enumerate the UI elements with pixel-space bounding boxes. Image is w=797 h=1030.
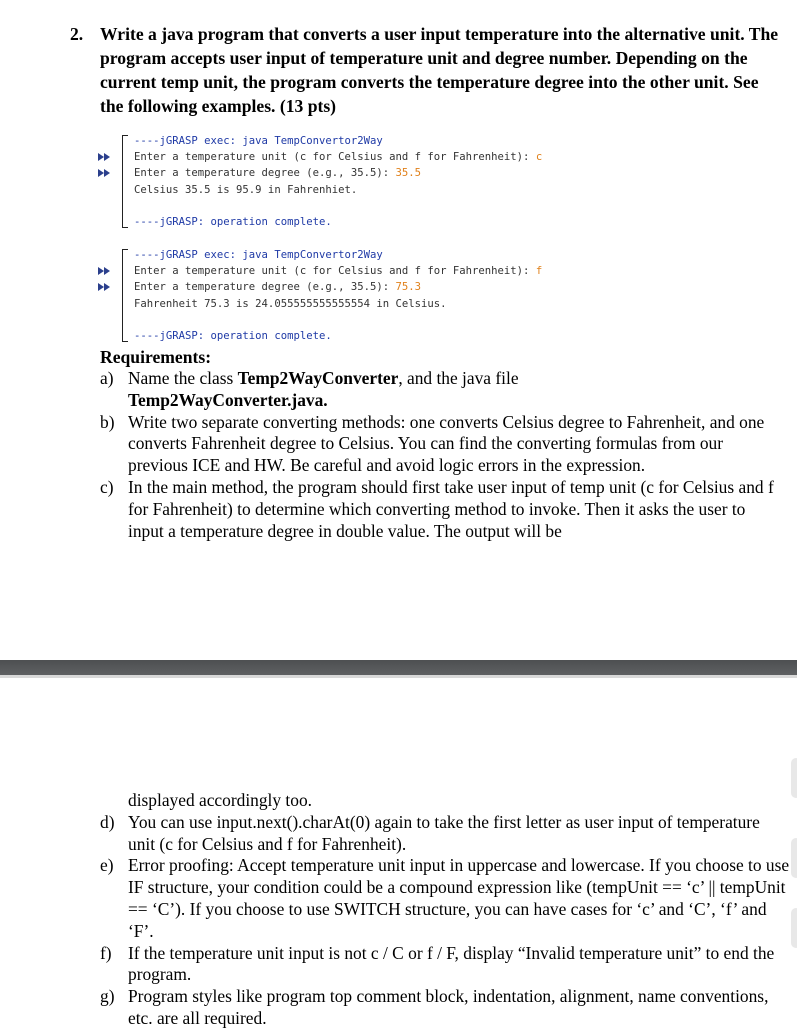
- console-input-value: f: [535, 265, 543, 278]
- console-example-1: [96, 133, 656, 230]
- scroll-edge: [791, 908, 797, 948]
- console-exec-line: ----jGRASP exec: java TempConvertor2Way: [134, 249, 383, 261]
- input-arrow-icon: [96, 263, 120, 279]
- input-arrow-icon: [96, 165, 120, 181]
- input-arrow-icon: [96, 279, 120, 295]
- console-complete-line: ----jGRASP: operation complete.: [134, 329, 332, 342]
- console-complete-line: ----jGRASP: operation complete.: [134, 215, 332, 228]
- console-input-value: c: [535, 151, 543, 164]
- question-text: Write a java program that converts a user input temperature into the alternative unit. The program accepts user input of temperature unit and degree number. Depending on the current temp unit, the program converts the temperature degree into the other unit. See the following examples. (13 pts): [100, 24, 779, 116]
- requirement-c: c) In the main method, the program should first take user input of temp unit (c for Celsius and f for Fahrenheit) to determine which converting method to invoke. Then it asks the user to input a temperature degree in double value. The output will be: [100, 476, 774, 541]
- page-divider-bar: [0, 660, 797, 675]
- requirements-list: [100, 368, 785, 542]
- requirement-e: e) Error proofing: Accept temperature unit input in uppercase and lowercase. If you choose to use IF structure, your condition could be a compound expression like (tempUnit == ‘c’ || tempUnit == ‘C’). If you choose to use SWITCH structure, you can have cases for ‘c’ and ‘C’, ‘f’ and ‘F’.: [100, 855, 790, 941]
- class-name: Temp2WayConverter: [237, 368, 399, 388]
- requirement-g: g) Program styles like program top comment block, indentation, alignment, name conventions, etc. are all required.: [100, 986, 769, 1028]
- input-arrow-icon: [96, 149, 120, 165]
- console-prompt-unit: Enter a temperature unit (c for Celsius and f for Fahrenheit): f: [96, 263, 656, 279]
- question-number: 2.: [70, 24, 84, 44]
- console-prompt-degree: Enter a temperature degree (e.g., 35.5): 35.5: [96, 165, 656, 181]
- file-name: Temp2WayConverter.java.: [128, 389, 328, 410]
- console-output-line: Fahrenheit 75.3 is 24.055555555555554 in Celsius.: [134, 297, 447, 310]
- requirement-f: f) If the temperature unit input is not c / C or f / F, display “Invalid temperature unit” to end the program.: [100, 942, 775, 985]
- requirements-title: Requirements:: [100, 347, 212, 367]
- requirement-b: b) Write two separate converting methods: one converts Celsius degree to Fahrenheit, and one converts Fahrenheit degree to Celsius. You can find the converting formulas from our previous ICE and HW. Be careful and avoid logic errors in the expression.: [100, 411, 765, 476]
- question-2: [70, 22, 782, 118]
- requirement-d: d) You can use input.next().charAt(0) again to take the first letter as user input of temperature unit (c for Celsius and f for Fahrenheit).: [100, 811, 760, 854]
- scroll-edge: [791, 758, 797, 798]
- console-example-2: [96, 247, 656, 344]
- console-prompt-unit: Enter a temperature unit (c for Celsius and f for Fahrenheit): c: [96, 149, 656, 165]
- console-prompt-degree: Enter a temperature degree (e.g., 35.5): 75.3: [96, 279, 656, 295]
- console-input-value: 35.5: [395, 167, 422, 180]
- console-exec-line: ----jGRASP exec: java TempConvertor2Way: [134, 135, 383, 147]
- console-output-line: Celsius 35.5 is 95.9 in Fahrenhiet.: [134, 183, 358, 196]
- requirement-c-continued: displayed accordingly too.: [128, 790, 313, 810]
- console-input-value: 75.3: [395, 281, 422, 294]
- requirements-list-continued: [100, 790, 790, 1030]
- scroll-edge: [791, 838, 797, 878]
- requirement-a: a) Name the class Temp2WayConverter, and the java file Temp2WayConverter.java.: [100, 368, 519, 410]
